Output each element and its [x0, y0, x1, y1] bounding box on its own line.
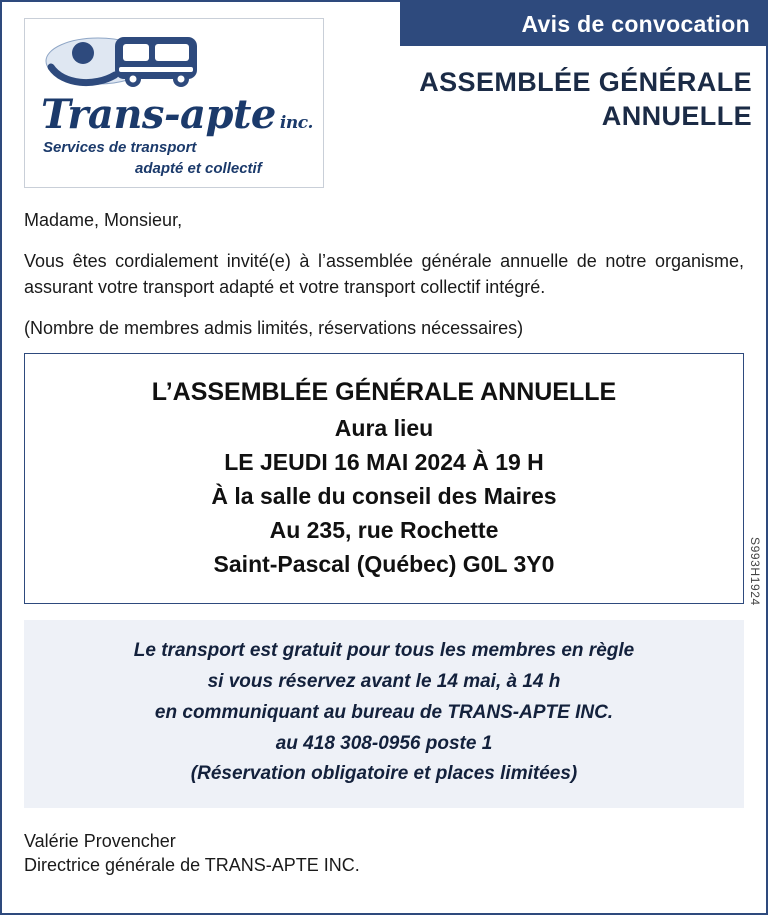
notice-banner	[400, 2, 766, 46]
signature-role: Directrice générale de TRANS-APTE INC.	[24, 854, 360, 875]
invitation-text: Vous êtes cordialement invité(e) à l’assemblée générale annuelle de notre organisme, assurant votre transport adapté et votre transport collectif intégré.	[24, 251, 744, 297]
attendance-note-text: (Nombre de membres admis limités, réservations nécessaires)	[24, 318, 524, 339]
page-title-line-1: ASSEMBLÉE GÉNÉRALE	[419, 67, 752, 97]
page-title	[400, 66, 752, 134]
salutation-text: Madame, Monsieur,	[24, 210, 183, 230]
reference-code: S993H1924	[748, 537, 762, 606]
reservation-highlight-panel	[24, 620, 744, 808]
logo-inc-text: inc.	[279, 113, 313, 133]
highlight-line: au 418 308-0956 poste 1	[275, 732, 493, 754]
highlight-line: si vous réservez avant le 14 mai, à 14 h	[207, 671, 561, 693]
highlight-line: (Réservation obligatoire et places limitées)	[190, 763, 578, 785]
meeting-details-box	[24, 353, 744, 604]
meeting-line: LE JEUDI 16 MAI 2024 À 19 H	[224, 449, 544, 476]
meeting-line: L’ASSEMBLÉE GÉNÉRALE ANNUELLE	[151, 378, 617, 407]
document-header	[2, 2, 766, 194]
highlight-line: Le transport est gratuit pour tous les membres en règle	[133, 640, 635, 662]
bus-logo-icon	[43, 27, 213, 89]
signature-block	[24, 830, 744, 878]
company-logo	[24, 18, 324, 188]
highlight-line: en communiquant au bureau de TRANS-APTE INC.	[154, 701, 614, 723]
logo-subtitle-line-2: adapté et collectif	[135, 160, 262, 177]
letter-body	[2, 210, 766, 339]
logo-wordmark	[41, 91, 313, 138]
signature-name: Valérie Provencher	[24, 831, 176, 852]
meeting-line: À la salle du conseil des Maires	[211, 483, 557, 510]
notice-banner-label: Avis de convocation	[521, 10, 750, 37]
meeting-line: Au 235, rue Rochette	[269, 517, 499, 544]
logo-wordmark-text: Trans-apte	[41, 91, 276, 138]
meeting-line: Aura lieu	[334, 415, 434, 442]
logo-subtitle-line-1: Services de transport	[43, 139, 197, 156]
page-title-line-2: ANNUELLE	[601, 100, 752, 131]
meeting-line: Saint-Pascal (Québec) G0L 3Y0	[213, 551, 555, 578]
